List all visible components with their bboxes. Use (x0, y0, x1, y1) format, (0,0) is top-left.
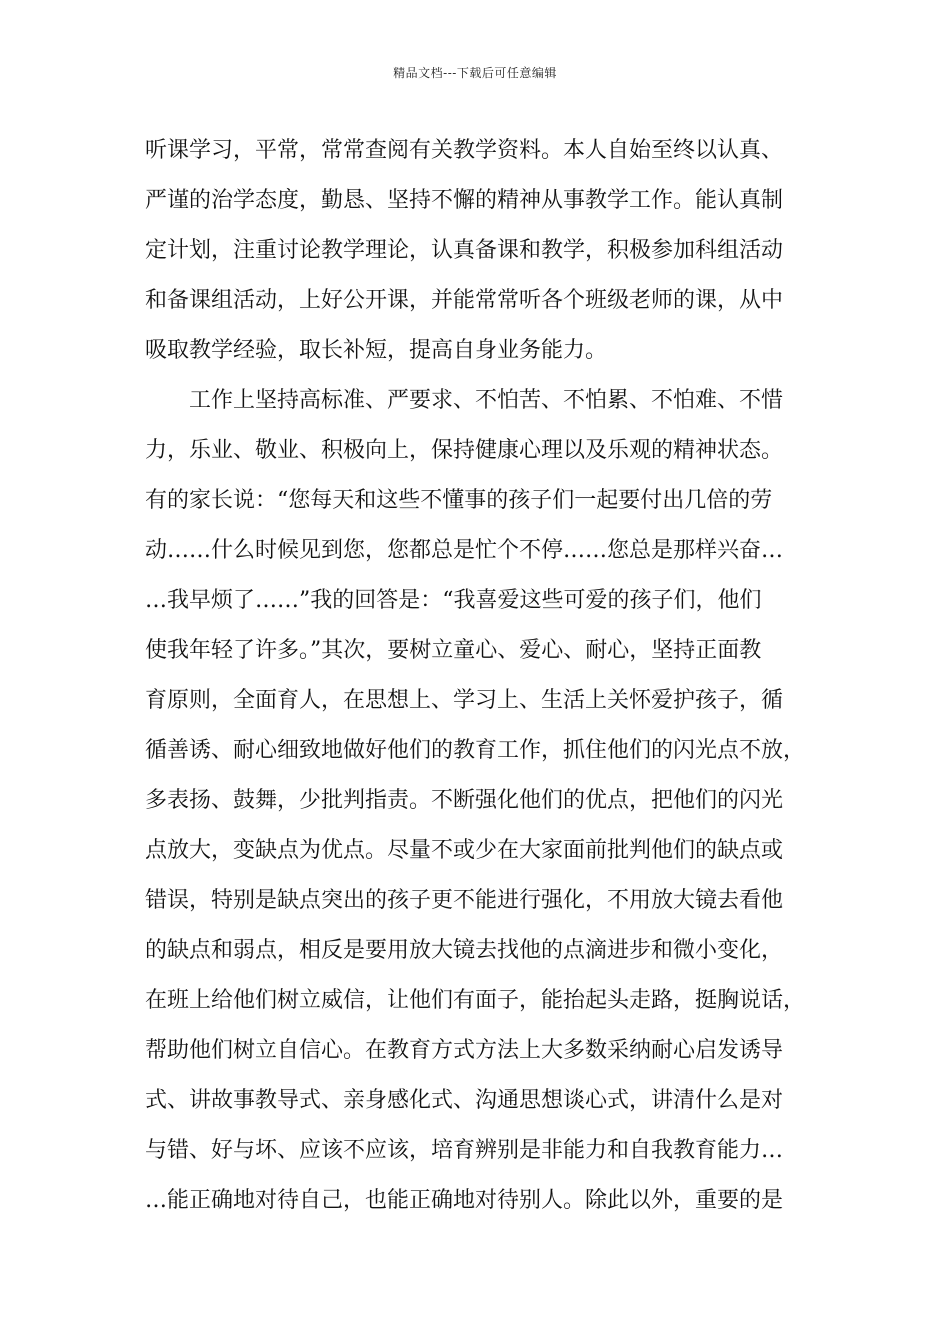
text-line: …我早烦了……”我的回答是：“我喜爱这些可爱的孩子们，他们 (145, 588, 762, 613)
text-line: 循善诱、耐心细致地做好他们的教育工作，抓住他们的闪光点不放， (145, 738, 806, 763)
document-body (145, 126, 810, 1226)
text-line: 错误，特别是缺点突出的孩子更不能进行强化，不用放大镜去看他 (145, 888, 784, 913)
text-line: 与错、好与坏、应该不应该，培育辨别是非能力和自我教育能力… (145, 1138, 784, 1163)
text-line: 和备课组活动，上好公开课，并能常常听各个班级老师的课，从中 (145, 288, 784, 313)
text-line: 动……什么时候见到您，您都总是忙个不停……您总是那样兴奋… (145, 538, 784, 563)
text-line: 在班上给他们树立威信，让他们有面子，能抬起头走路，挺胸说话， (145, 988, 806, 1013)
text-line: 力，乐业、敬业、积极向上，保持健康心理以及乐观的精神状态。 (145, 438, 784, 463)
text-line: 点放大，变缺点为优点。尽量不或少在大家面前批判他们的缺点或 (145, 838, 784, 863)
page-header: 精品文档---下载后可任意编辑 (393, 66, 557, 80)
text-line: 的缺点和弱点，相反是要用放大镜去找他的点滴进步和微小变化， (145, 938, 784, 963)
text-line: 式、讲故事教导式、亲身感化式、沟通思想谈心式，讲清什么是对 (145, 1088, 784, 1113)
text-line: 帮助他们树立自信心。在教育方式方法上大多数采纳耐心启发诱导 (145, 1038, 784, 1063)
text-line: 吸取教学经验，取长补短，提高自身业务能力。 (145, 338, 608, 363)
text-line: 定计划，注重讨论教学理论，认真备课和教学，积极参加科组活动 (145, 238, 784, 263)
text-line: 严谨的治学态度，勤恳、坚持不懈的精神从事教学工作。能认真制 (145, 188, 784, 213)
text-line: 有的家长说：“您每天和这些不懂事的孩子们一起要付出几倍的劳 (145, 488, 773, 513)
paragraph-start-line: 工作上坚持高标准、严要求、不怕苦、不怕累、不怕难、不惜 (189, 388, 784, 413)
text-line: 听课学习，平常，常常查阅有关教学资料。本人自始至终以认真、 (145, 138, 784, 163)
text-line: 育原则，全面育人，在思想上、学习上、生活上关怀爱护孩子，循 (145, 688, 784, 713)
text-line: 使我年轻了许多。”其次，要树立童心、爱心、耐心，坚持正面教 (145, 638, 762, 663)
text-line: 多表扬、鼓舞，少批判指责。不断强化他们的优点，把他们的闪光 (145, 788, 784, 813)
text-line: …能正确地对待自己，也能正确地对待别人。除此以外，重要的是 (145, 1188, 784, 1213)
